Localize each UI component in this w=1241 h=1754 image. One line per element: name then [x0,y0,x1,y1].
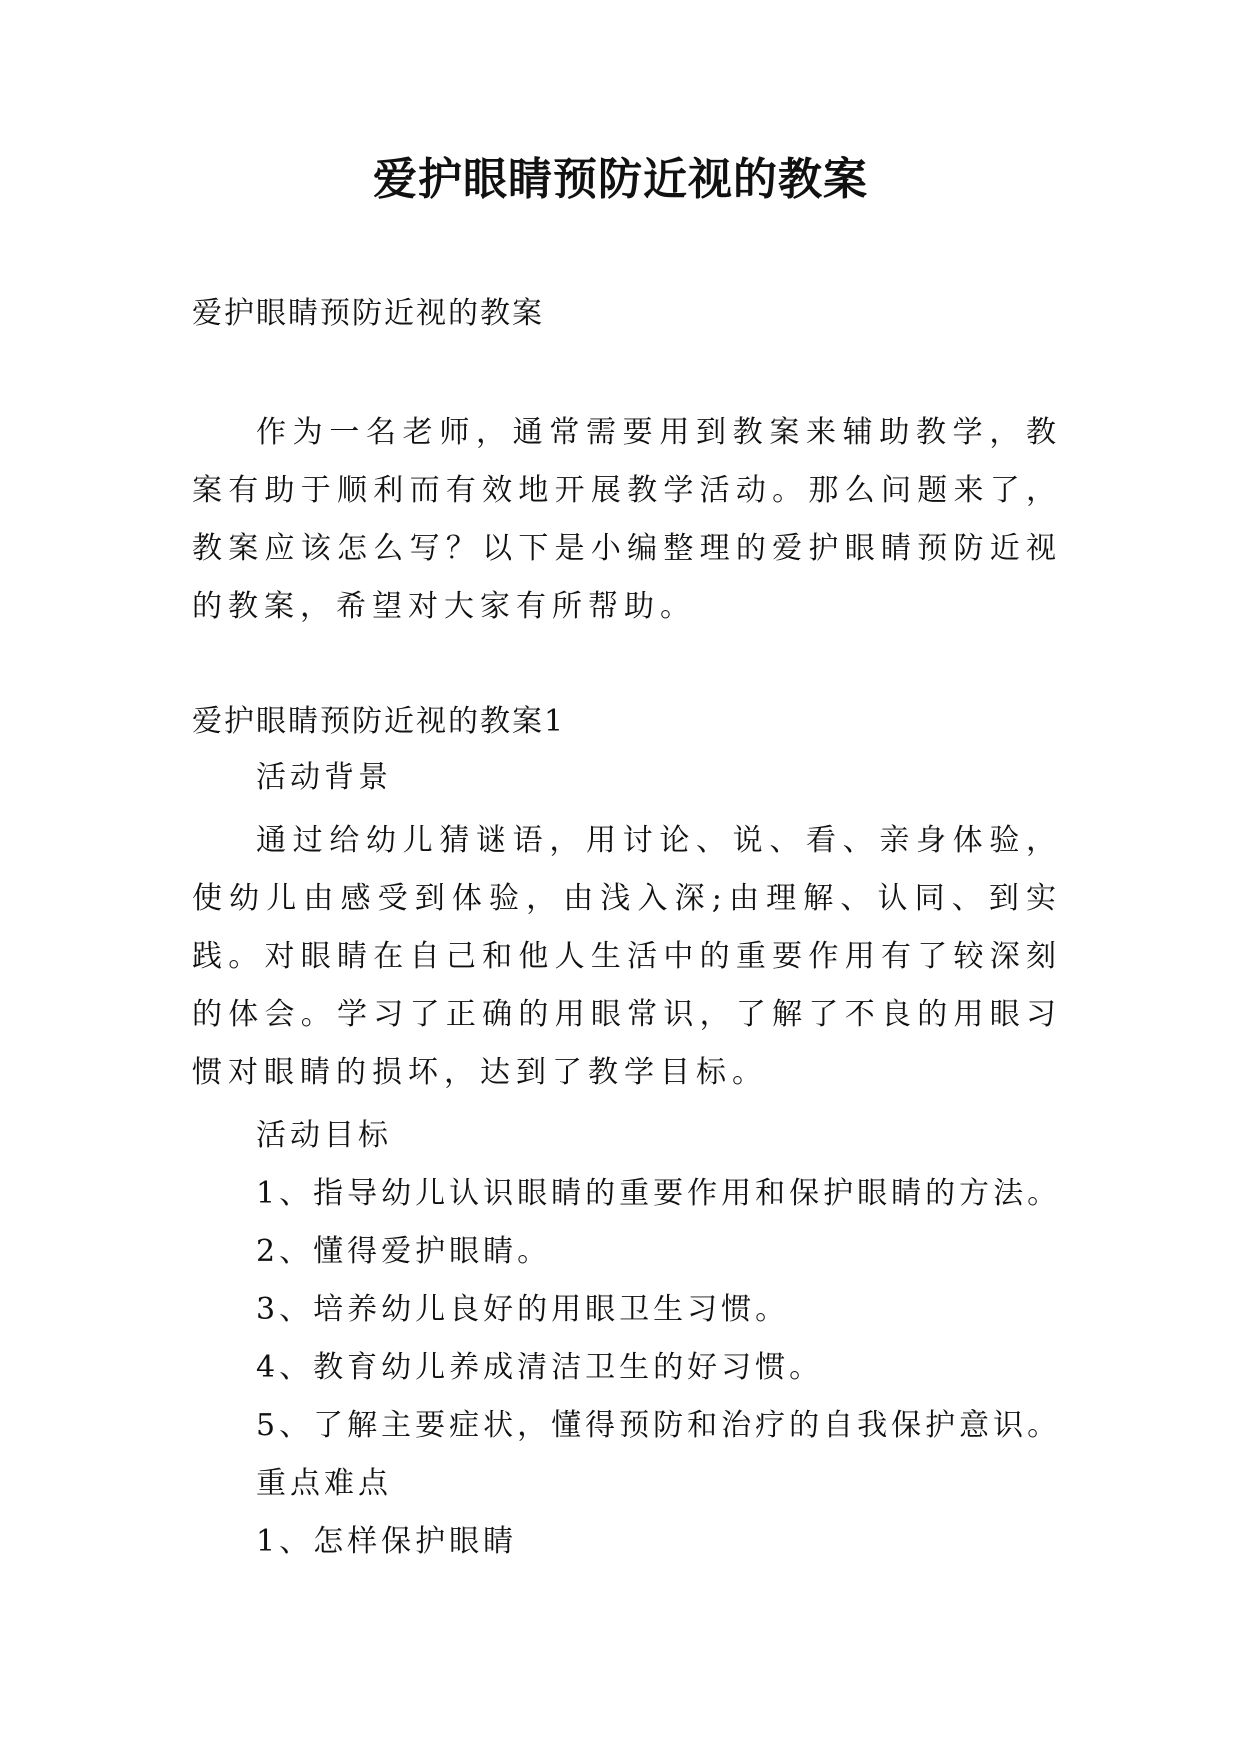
key-points-label: 重点难点 [256,1466,392,1501]
goal-item: 5、了解主要症状，懂得预防和治疗的自我保护意识。 [256,1408,1062,1443]
document-subtitle: 爱护眼睛预防近视的教案 [192,296,544,331]
goal-item: 3、培养幼儿良好的用眼卫生习惯。 [256,1292,790,1327]
key-point-item: 1、怎样保护眼睛 [256,1524,518,1559]
activity-background-label: 活动背景 [256,760,392,795]
section-heading: 爱护眼睛预防近视的教案1 [192,704,566,739]
goal-item: 2、懂得爱护眼睛。 [256,1234,552,1269]
activity-background-text: 通过给幼儿猜谜语，用讨论、说、看、亲身体验，使幼儿由感受到体验，由浅入深;由理解、认同、到实践。对眼睛在自己和他人生活中的重要作用有了较深刻的体会。学习了正确的用眼常识，了解了不良的用眼习惯对眼睛的损坏，达到了教学目标。 [192,823,1062,1090]
document-title: 爱护眼睛预防近视的教案 [373,154,868,205]
activity-goals-label: 活动目标 [256,1118,392,1153]
goal-item: 1、指导幼儿认识眼睛的重要作用和保护眼睛的方法。 [256,1176,1062,1211]
intro-paragraph: 作为一名老师，通常需要用到教案来辅助教学，教案有助于顺利而有效地开展教学活动。那么问题来了，教案应该怎么写？以下是小编整理的爱护眼睛预防近视的教案，希望对大家有所帮助。 [192,415,1062,624]
goal-item: 4、教育幼儿养成清洁卫生的好习惯。 [256,1350,824,1385]
